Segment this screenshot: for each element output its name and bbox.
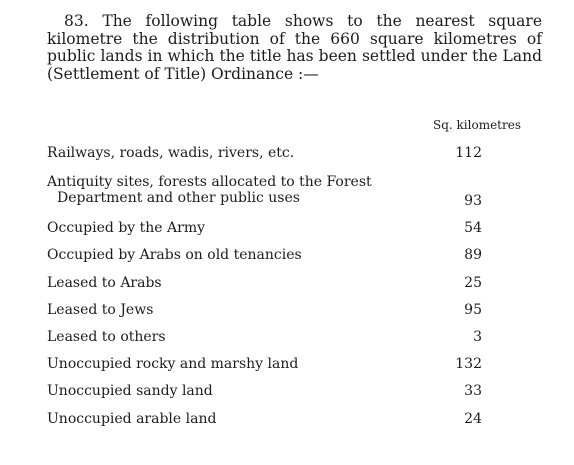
unit-column-header: Sq. kilometres (433, 118, 522, 132)
table-row-label: Unoccupied arable land (47, 411, 217, 427)
table-row-label: Leased to Jews (47, 302, 154, 318)
table-row-value: 89 (464, 247, 482, 263)
table-row-label: Unoccupied rocky and marshy land (47, 356, 299, 372)
table-row-label: Leased to others (47, 329, 166, 345)
table-row-value: 54 (464, 220, 482, 236)
table-row-value: 25 (464, 275, 482, 291)
table-row-label: Leased to Arabs (47, 275, 162, 291)
table-row-label (47, 174, 372, 206)
table-row-label: Railways, roads, wadis, rivers, etc. (47, 145, 295, 161)
row-label-line-1: Antiquity sites, forests allocated to the Forest (47, 174, 372, 190)
table-row-value: 24 (464, 411, 482, 427)
row-label-line-2: Department and other public uses (57, 190, 300, 206)
table-row-label: Occupied by the Army (47, 220, 205, 236)
paragraph-text: The following table shows to the nearest square kilometre the distribution of the 660 square kilometres of public lands in which the title has been settled under the Land (Settlement of Title) Ordinance :— (47, 12, 542, 83)
table-row-value: 3 (473, 329, 482, 345)
table-row-label: Unoccupied sandy land (47, 383, 213, 399)
intro-paragraph (47, 13, 542, 83)
table-row-value: 33 (464, 383, 482, 399)
table-row-value: 93 (464, 193, 482, 209)
table-row-value: 132 (455, 356, 482, 372)
table-row-value: 112 (455, 145, 482, 161)
table-row-value: 95 (464, 302, 482, 318)
paragraph-number: 83. (64, 12, 89, 30)
table-row-label: Occupied by Arabs on old tenancies (47, 247, 302, 263)
